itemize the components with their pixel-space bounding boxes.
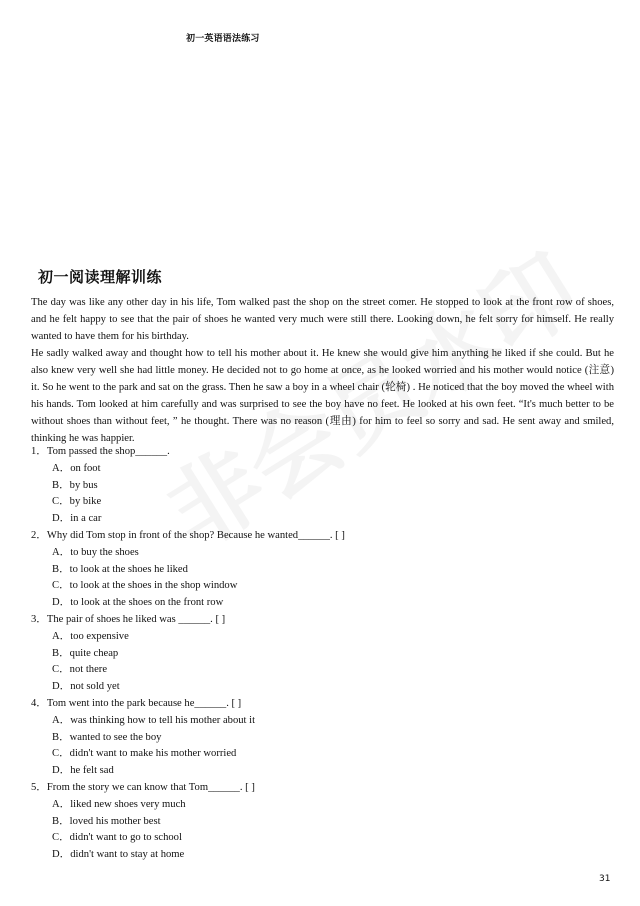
question-3 xyxy=(31,612,591,696)
page-number: 31 xyxy=(599,874,611,884)
page-header-title: 初一英语语法练习 xyxy=(186,34,260,44)
option-c: C．didn't want to make his mother worried xyxy=(52,748,237,760)
option-b: B．loved his mother best xyxy=(52,815,161,827)
question-stem: 3．The pair of shoes he liked was ______. [ ] xyxy=(31,613,226,625)
option-list xyxy=(31,461,591,528)
option-a: A．too expensive xyxy=(52,630,129,642)
question-4 xyxy=(31,696,591,780)
option-d: D．didn't want to stay at home xyxy=(52,849,185,861)
option-a: A．liked new shoes very much xyxy=(52,798,186,810)
option-list xyxy=(31,797,591,864)
section-title: 初一阅读理解训练 xyxy=(38,268,163,286)
option-a: A．to buy the shoes xyxy=(52,546,139,558)
question-stem: 2．Why did Tom stop in front of the shop? Because he wanted______. [ ] xyxy=(31,529,345,541)
question-2 xyxy=(31,528,591,612)
option-b: B．to look at the shoes he liked xyxy=(52,563,188,575)
option-d: D．to look at the shoes on the front row xyxy=(52,597,224,609)
question-stem: 1．Tom passed the shop______. xyxy=(31,446,170,457)
option-d: D．not sold yet xyxy=(52,681,120,693)
option-list xyxy=(31,713,591,780)
question-list xyxy=(31,444,591,864)
option-list xyxy=(31,629,591,696)
question-1 xyxy=(31,444,591,528)
question-stem: 5．From the story we can know that Tom______. [ ] xyxy=(31,781,255,793)
option-a: A．was thinking how to tell his mother about it xyxy=(52,714,256,726)
option-d: D．in a car xyxy=(52,513,102,525)
option-b: B．by bus xyxy=(52,479,98,491)
passage-paragraph-2: He sadly walked away and thought how to tell his mother about it. He knew she would give him anything he liked if she could. But he also knew very well she had little money. He decided not to go home at once, as he looked worried and his mother would notice (注意) it. So he went to the park and sat on the grass. Then he saw a boy in a wheel chair (轮椅) . He noticed that the boy moved the wheel with his hands. Tom looked at him carefully and was surprised to see the boy have no feet. He looked at his own feet. “It's much better to be without shoes than without feet, ” he thought. There was no reason (理由) for him to feel so sorry and sad. He sent away and smiled, thinking he was happier. xyxy=(31,348,614,444)
passage-paragraph-1: The day was like any other day in his life, Tom walked past the shop on the street comer. He stopped to look at the front row of shoes, and he felt happy to see that the pair of shoes he wanted very much were still there. Looking down, he felt sorry for himself. He really wanted to have them for his birthday. xyxy=(31,297,614,342)
option-a: A．on foot xyxy=(52,462,101,474)
option-c: C．didn't want to go to school xyxy=(52,832,182,844)
option-b: B．wanted to see the boy xyxy=(52,731,162,743)
reading-passage xyxy=(31,294,614,447)
option-b: B．quite cheap xyxy=(52,647,119,659)
option-c: C．to look at the shoes in the shop window xyxy=(52,580,238,592)
question-5 xyxy=(31,780,591,864)
question-stem: 4．Tom went into the park because he______. [ ] xyxy=(31,697,242,709)
option-d: D．he felt sad xyxy=(52,765,114,777)
option-list xyxy=(31,545,591,612)
option-c: C．by bike xyxy=(52,496,102,508)
option-c: C．not there xyxy=(52,664,108,676)
